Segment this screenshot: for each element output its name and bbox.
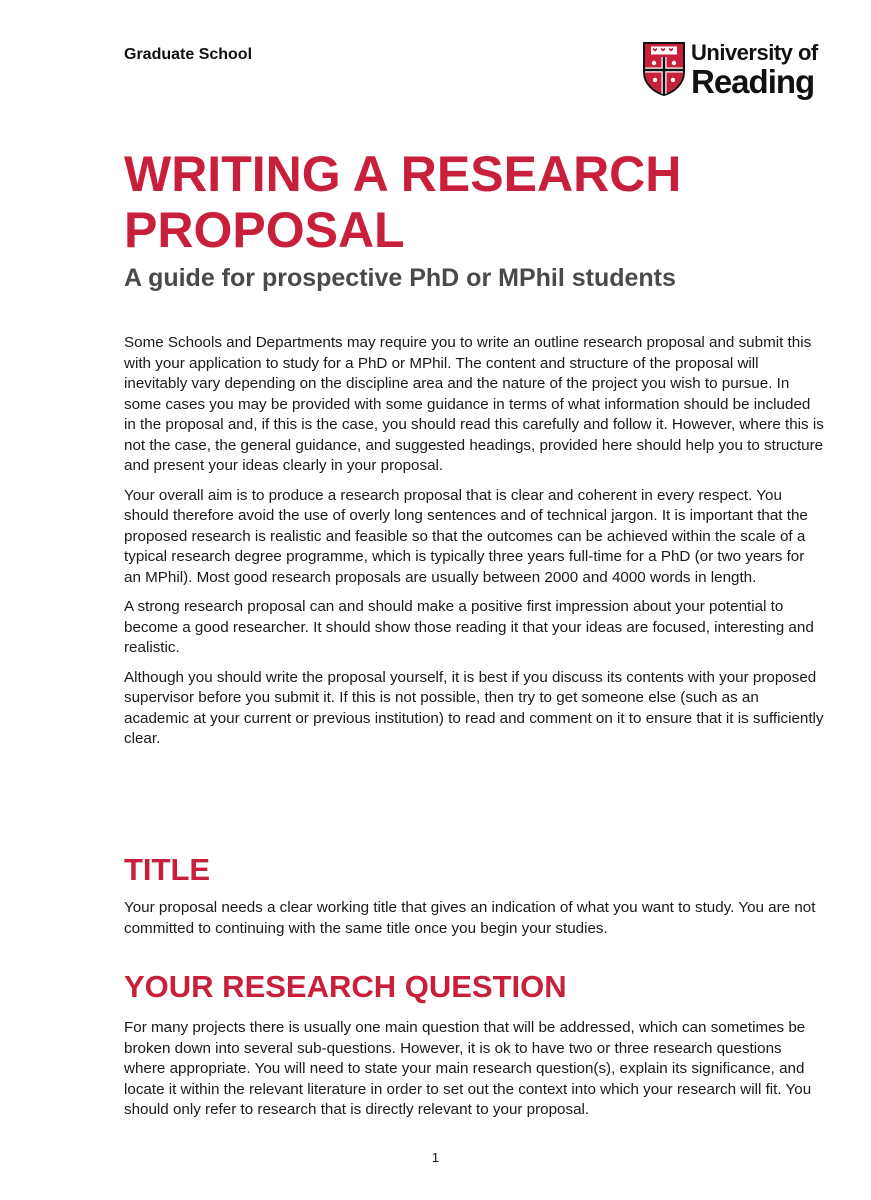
intro-paragraph: A strong research proposal can and should make a positive first impression about your potential to become a good researcher. It should show those reading it that your ideas are focused, interesting and realistic.: [124, 598, 814, 656]
crest-icon: [643, 42, 685, 96]
logo-text-line2: Reading: [691, 63, 815, 100]
document-subtitle: A guide for prospective PhD or MPhil students: [124, 264, 676, 292]
intro-paragraph: Some Schools and Departments may require you to write an outline research proposal and submit this with your application to study for a PhD or MPhil. The content and structure of the proposal will inevitably vary depending on the discipline area and the nature of the project you wish to pursue. In some cases you may be provided with some guidance in terms of what information should be included in the proposal and, if this is the case, you should read this carefully and follow it. However, where this is not the case, the general guidance, and suggested headings, provided here should help you to structure and present your ideas clearly in your proposal.: [124, 334, 824, 474]
intro-section: [124, 333, 824, 759]
section-title: [124, 852, 824, 948]
page-number: 1: [431, 1150, 440, 1165]
section-paragraph: For many projects there is usually one main question that will be addressed, which can sometimes be broken down into several sub-questions. However, it is ok to have two or three research questions where appropriate. You will need to state your main research question(s), explain its significance, and locate it within the relevant literature in order to set out the context into which your research will fit. You should only refer to research that is directly relevant to your proposal.: [124, 1019, 812, 1118]
header-department: Graduate School: [124, 46, 253, 63]
section-heading: YOUR RESEARCH QUESTION: [124, 969, 567, 1004]
university-logo: [643, 42, 818, 98]
section-paragraph: Your proposal needs a clear working title that gives an indication of what you want to study. You are not committed to continuing with the same title once you begin your studies.: [124, 899, 816, 937]
logo-text-line1: University of: [691, 40, 818, 65]
section-research-question: [124, 969, 824, 1130]
document-title: WRITING A RESEARCH PROPOSAL: [124, 146, 682, 258]
intro-paragraph: Although you should write the proposal yourself, it is best if you discuss its contents with your proposed supervisor before you submit it. If this is not possible, then try to get someone else (such as an academic at your current or previous institution) to read and comment on it to ensure that it is sufficiently clear.: [124, 668, 824, 747]
intro-paragraph: Your overall aim is to produce a research proposal that is clear and coherent in every respect. You should therefore avoid the use of overly long sentences and of technical jargon. It is important that the proposed research is realistic and feasible so that the outcomes can be achieved within the scale of a typical research degree programme, which is typically three years full-time for a PhD (or two years for an MPhil). Most good research proposals are usually between 2000 and 4000 words in length.: [124, 486, 808, 586]
section-heading: TITLE: [124, 852, 211, 887]
